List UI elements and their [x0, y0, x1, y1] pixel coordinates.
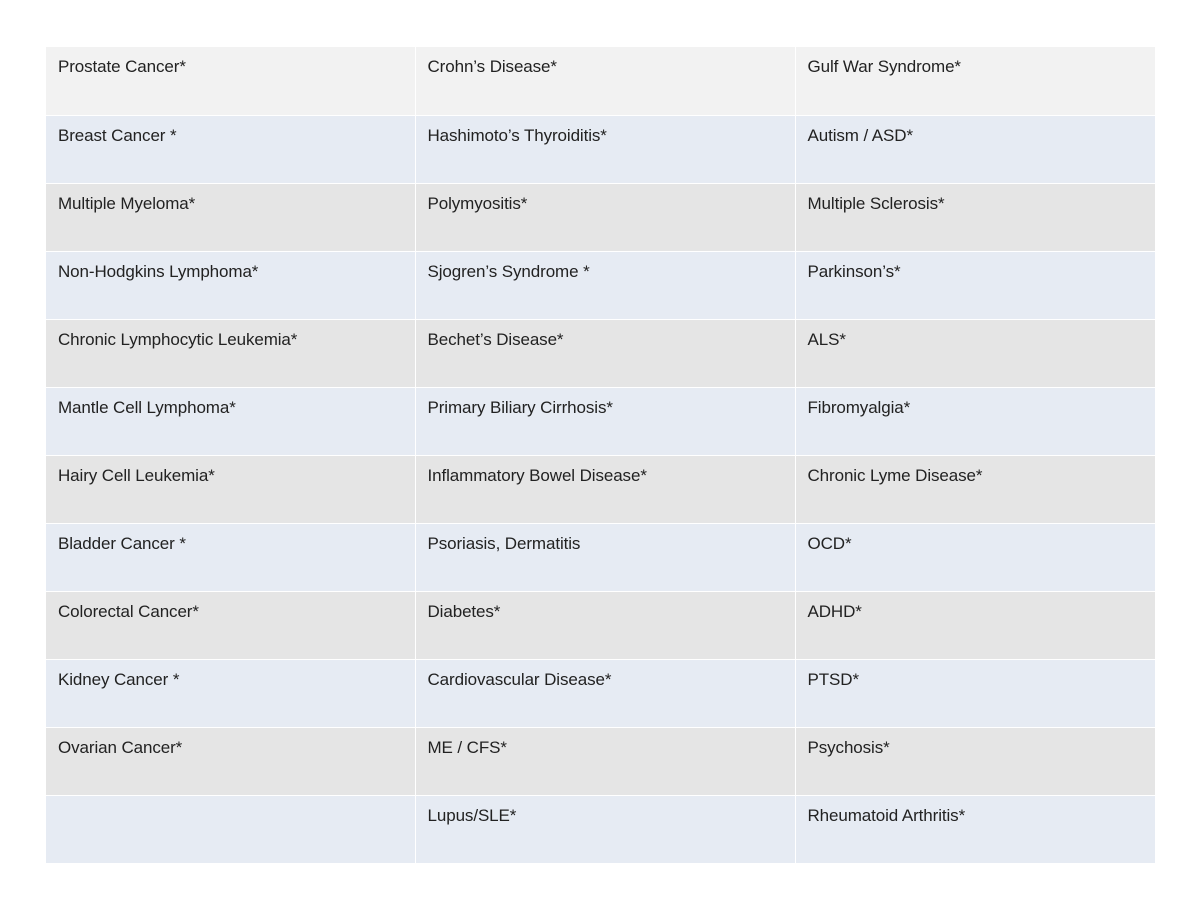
table-cell: Chronic Lyme Disease*	[795, 455, 1155, 523]
table-cell: Chronic Lymphocytic Leukemia*	[46, 319, 415, 387]
table-cell: ADHD*	[795, 591, 1155, 659]
table-cell: Colorectal Cancer*	[46, 591, 415, 659]
table-cell: Diabetes*	[415, 591, 795, 659]
table-cell: Inflammatory Bowel Disease*	[415, 455, 795, 523]
table-row	[46, 591, 1155, 659]
table-cell: Autism / ASD*	[795, 115, 1155, 183]
table-cell: Cardiovascular Disease*	[415, 659, 795, 727]
table-row	[46, 183, 1155, 251]
table-cell: Hashimoto’s Thyroiditis*	[415, 115, 795, 183]
table-cell: Gulf War Syndrome*	[795, 47, 1155, 115]
table-cell: ALS*	[795, 319, 1155, 387]
table-row	[46, 251, 1155, 319]
table-row	[46, 47, 1155, 115]
table-cell: Bladder Cancer *	[46, 523, 415, 591]
table-cell: Psychosis*	[795, 727, 1155, 795]
table-cell: Ovarian Cancer*	[46, 727, 415, 795]
table-cell: Parkinson’s*	[795, 251, 1155, 319]
disease-table-body	[46, 47, 1155, 863]
table-cell: Primary Biliary Cirrhosis*	[415, 387, 795, 455]
table-cell: PTSD*	[795, 659, 1155, 727]
table-row	[46, 387, 1155, 455]
table-cell: Prostate Cancer*	[46, 47, 415, 115]
table-cell: Hairy Cell Leukemia*	[46, 455, 415, 523]
table-cell: Sjogren’s Syndrome *	[415, 251, 795, 319]
table-cell: Rheumatoid Arthritis*	[795, 795, 1155, 863]
table-row	[46, 659, 1155, 727]
table-cell: Crohn’s Disease*	[415, 47, 795, 115]
table-row	[46, 523, 1155, 591]
table-cell: Breast Cancer *	[46, 115, 415, 183]
table-cell: Polymyositis*	[415, 183, 795, 251]
table-cell: Multiple Myeloma*	[46, 183, 415, 251]
table-row	[46, 455, 1155, 523]
table-row	[46, 115, 1155, 183]
disease-table	[46, 47, 1155, 864]
table-cell: ME / CFS*	[415, 727, 795, 795]
table-row	[46, 727, 1155, 795]
table-cell: Kidney Cancer *	[46, 659, 415, 727]
table-cell: Mantle Cell Lymphoma*	[46, 387, 415, 455]
table-row	[46, 319, 1155, 387]
table-cell: Bechet’s Disease*	[415, 319, 795, 387]
table-row	[46, 795, 1155, 863]
table-cell: Fibromyalgia*	[795, 387, 1155, 455]
table-cell: Non-Hodgkins Lymphoma*	[46, 251, 415, 319]
table-cell	[46, 795, 415, 863]
table-cell: Lupus/SLE*	[415, 795, 795, 863]
table-cell: OCD*	[795, 523, 1155, 591]
table-cell: Psoriasis, Dermatitis	[415, 523, 795, 591]
table-cell: Multiple Sclerosis*	[795, 183, 1155, 251]
